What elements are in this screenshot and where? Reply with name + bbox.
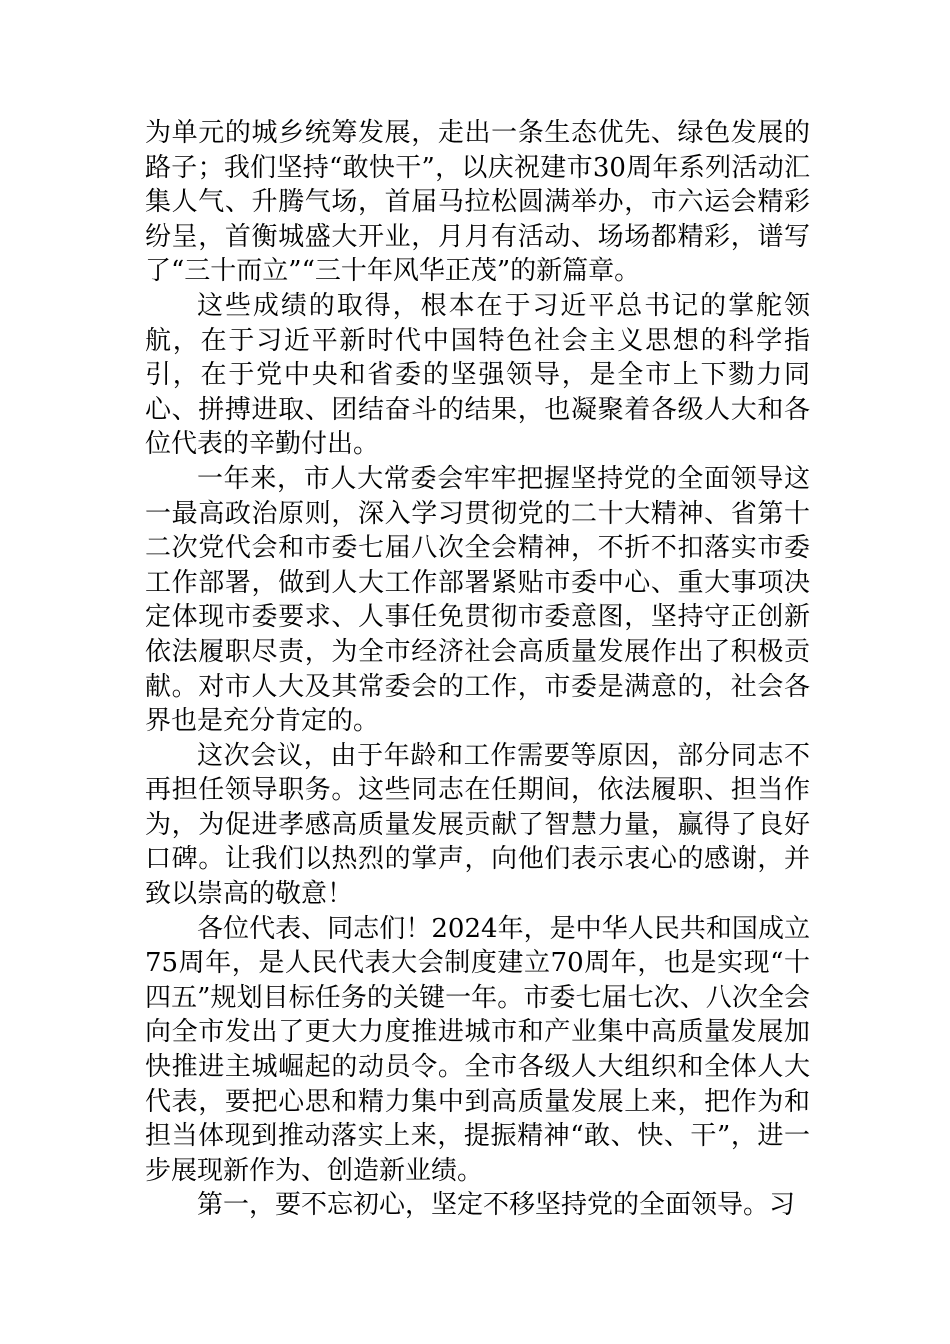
paragraph-2: 这些成绩的取得，根本在于习近平总书记的掌舵领航，在于习近平新时代中国特色社会主义思想的科学指引，在于党中央和省委的坚强领导，是全市上下勠力同心、拼搏进取、团结奋斗的结果，也凝聚着各级人大和各位代表的辛勤付出。 [145,290,810,460]
paragraph-3: 一年来，市人大常委会牢牢把握坚持党的全面领导这一最高政治原则，深入学习贯彻党的二十大精神、省第十二次党代会和市委七届八次全会精神，不折不扣落实市委工作部署，做到人大工作部署紧贴市委中心、重大事项决定体现市委要求、人事任免贯彻市委意图，坚持守正创新依法履职尽责，为全市经济社会高质量发展作出了积极贡献。对市人大及其常委会的工作，市委是满意的，社会各界也是充分肯定的。 [145,463,810,737]
paragraph-6: 第一，要不忘初心，坚定不移坚持党的全面领导。习 [197,1190,796,1221]
body-text [145,116,810,1223]
paragraph-4: 这次会议，由于年龄和工作需要等原因，部分同志不再担任领导职务。这些同志在任期间，依法履职、担当作为，为促进孝感高质量发展贡献了智慧力量，赢得了良好口碑。让我们以热烈的掌声，向他们表示衷心的感谢，并致以崇高的敬意！ [145,740,810,910]
paragraph-5: 各位代表、同志们！2024年，是中华人民共和国成立75周年，是人民代表大会制度建立70周年，也是实现“十四五”规划目标任务的关键一年。市委七届七次、八次全会向全市发出了更大力度推进城市和产业集中高质量发展加快推进主城崛起的动员令。全市各级人大组织和全体人大代表，要把心思和精力集中到高质量发展上来，把作为和担当体现到推动落实上来，提振精神“敢、快、干”，进一步展现新作为、创造新业绩。 [145,913,810,1186]
paragraph-1: 为单元的城乡统筹发展，走出一条生态优先、绿色发展的路子；我们坚持“敢快干”，以庆祝建市30周年系列活动汇集人气、升腾气场，首届马拉松圆满举办，市六运会精彩纷呈，首衡城盛大开业，月月有活动、场场都精彩，谱写了“三十而立”“三十年风华正茂”的新篇章。 [145,118,810,287]
